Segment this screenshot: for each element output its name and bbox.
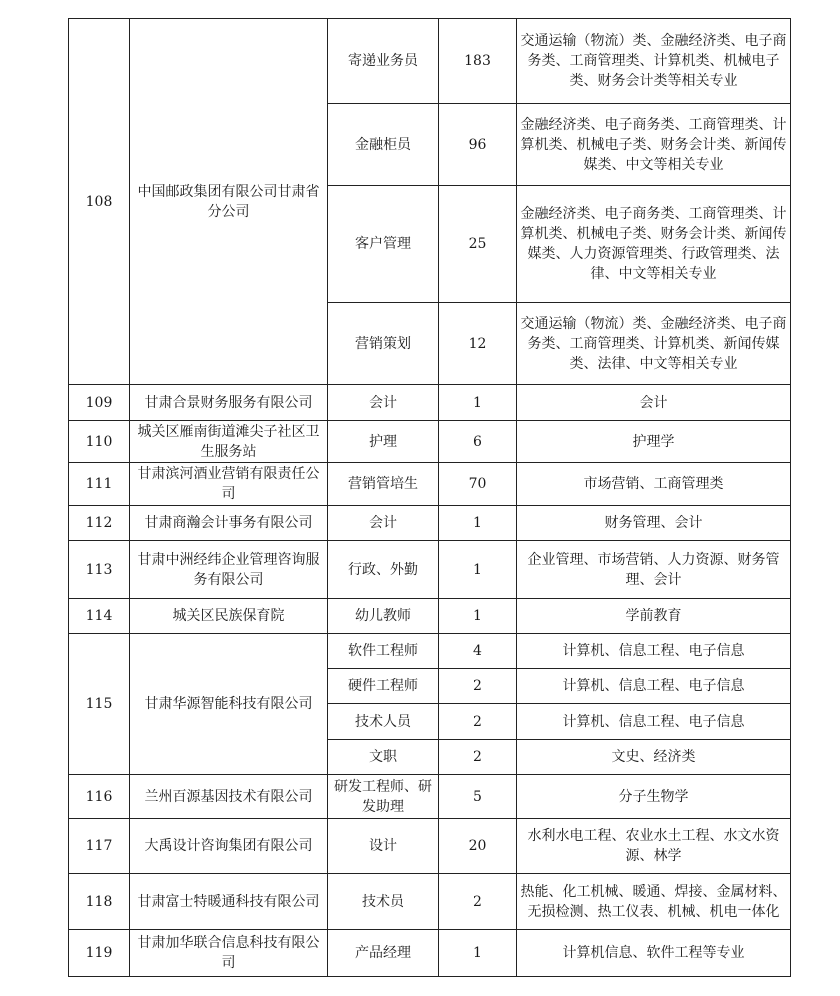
headcount-cell-text: 6	[473, 433, 482, 450]
major-requirement-cell-text: 计算机信息、软件工程等专业	[562, 945, 745, 961]
company-name-cell-text: 甘肃商瀚会计事务有限公司	[144, 515, 313, 531]
position-cell	[328, 704, 439, 740]
major-requirement-cell-text: 计算机、信息工程、电子信息	[562, 713, 745, 730]
major-requirement-cell-text: 会计	[639, 394, 668, 411]
position-cell	[328, 186, 439, 303]
company-name-cell-text: 甘肃富士特暖通科技有限公司	[137, 893, 320, 910]
major-requirement-cell	[517, 819, 791, 874]
position-cell-text: 技术员	[362, 893, 404, 910]
major-requirement-cell-text: 文史、经济类	[611, 749, 696, 765]
row-number-cell-text: 115	[85, 696, 113, 712]
position-cell-text: 护理	[369, 433, 397, 450]
headcount-cell	[439, 704, 517, 740]
major-requirement-cell-text: 金融经济类、电子商务类、工商管理类、计算机类、机械电子类、财务会计类、新闻传媒类、中文等相关专业	[520, 116, 787, 173]
headcount-cell-text: 12	[468, 335, 487, 352]
position-cell-text: 研发工程师、研发助理	[334, 778, 432, 815]
company-name-cell	[130, 19, 328, 385]
row-number-cell-text: 110	[85, 433, 113, 450]
headcount-cell-text: 4	[473, 643, 482, 659]
position-cell-text: 寄递业务员	[348, 53, 418, 69]
row-number-cell-text: 116	[85, 788, 113, 805]
major-requirement-cell-text: 水利水电工程、农业水土工程、水文水资源、林学	[527, 828, 780, 864]
position-cell	[328, 104, 439, 186]
major-requirement-cell	[517, 874, 791, 930]
position-cell	[328, 541, 439, 599]
major-requirement-cell-text: 热能、化工机械、暖通、焊接、金属材料、无损检测、热工仪表、机械、机电一体化	[520, 883, 787, 920]
headcount-cell	[439, 541, 517, 599]
headcount-cell-text: 2	[473, 678, 482, 694]
position-cell-text: 文职	[369, 749, 397, 765]
table-row	[69, 541, 791, 599]
major-requirement-cell	[517, 385, 791, 421]
position-cell	[328, 303, 439, 385]
position-cell	[328, 775, 439, 819]
table-row	[69, 775, 791, 819]
table-row	[69, 930, 791, 977]
position-cell	[328, 421, 439, 463]
position-cell-text: 金融柜员	[355, 136, 411, 153]
row-number-cell	[69, 819, 130, 874]
major-requirement-cell	[517, 506, 791, 541]
headcount-cell	[439, 104, 517, 186]
major-requirement-cell	[517, 421, 791, 463]
row-number-cell	[69, 775, 130, 819]
position-cell-text: 会计	[369, 394, 397, 411]
company-name-cell-text: 大禹设计咨询集团有限公司	[144, 838, 313, 854]
headcount-cell	[439, 303, 517, 385]
company-name-cell-text: 甘肃滨河酒业营销有限责任公司	[137, 466, 320, 502]
company-name-cell-text: 城关区雁南街道滩尖子社区卫生服务站	[137, 423, 320, 460]
major-requirement-cell	[517, 775, 791, 819]
major-requirement-cell	[517, 599, 791, 634]
major-requirement-cell-text: 交通运输（物流）类、金融经济类、电子商务类、工商管理类、计算机类、机械电子类、财务会计类等相关专业	[520, 33, 787, 89]
company-name-cell-text: 中国邮政集团有限公司甘肃省分公司	[137, 183, 320, 220]
headcount-cell	[439, 385, 517, 421]
headcount-cell-text: 1	[473, 515, 482, 531]
position-cell	[328, 599, 439, 634]
table-row	[69, 599, 791, 634]
row-number-cell	[69, 874, 130, 930]
headcount-cell	[439, 599, 517, 634]
headcount-cell-text: 5	[473, 788, 482, 805]
headcount-cell	[439, 634, 517, 669]
major-requirement-cell	[517, 303, 791, 385]
headcount-cell	[439, 930, 517, 977]
row-number-cell	[69, 541, 130, 599]
headcount-cell	[439, 186, 517, 303]
major-requirement-cell	[517, 19, 791, 104]
position-cell	[328, 874, 439, 930]
headcount-cell	[439, 740, 517, 775]
company-name-cell-text: 甘肃加华联合信息科技有限公司	[137, 935, 320, 971]
company-name-cell	[130, 634, 328, 775]
company-name-cell	[130, 930, 328, 977]
position-cell	[328, 930, 439, 977]
row-number-cell-text: 112	[85, 515, 113, 531]
position-cell	[328, 819, 439, 874]
major-requirement-cell-text: 财务管理、会计	[604, 515, 703, 531]
company-name-cell	[130, 541, 328, 599]
headcount-cell-text: 96	[468, 136, 487, 153]
row-number-cell	[69, 634, 130, 775]
company-name-cell	[130, 874, 328, 930]
major-requirement-cell	[517, 186, 791, 303]
headcount-cell-text: 70	[468, 476, 487, 492]
company-name-cell-text: 甘肃中洲经纬企业管理咨询服务有限公司	[137, 551, 320, 588]
company-name-cell-text: 城关区民族保育院	[172, 608, 285, 624]
major-requirement-cell	[517, 740, 791, 775]
position-cell-text: 营销管培生	[348, 476, 418, 492]
row-number-cell-text: 111	[85, 476, 113, 492]
major-requirement-cell-text: 企业管理、市场营销、人力资源、财务管理、会计	[527, 551, 780, 588]
major-requirement-cell-text: 计算机、信息工程、电子信息	[562, 643, 745, 659]
row-number-cell	[69, 463, 130, 506]
table-row	[69, 19, 791, 104]
headcount-cell-text: 1	[473, 608, 482, 624]
position-cell-text: 软件工程师	[348, 643, 418, 659]
position-cell	[328, 506, 439, 541]
position-cell	[328, 385, 439, 421]
major-requirement-cell	[517, 704, 791, 740]
major-requirement-cell	[517, 463, 791, 506]
row-number-cell-text: 108	[85, 193, 113, 210]
headcount-cell	[439, 506, 517, 541]
major-requirement-cell-text: 学前教育	[625, 608, 682, 624]
row-number-cell-text: 109	[85, 394, 113, 411]
company-name-cell	[130, 506, 328, 541]
major-requirement-cell	[517, 669, 791, 704]
major-requirement-cell	[517, 930, 791, 977]
row-number-cell-text: 118	[85, 893, 113, 910]
headcount-cell	[439, 819, 517, 874]
headcount-cell	[439, 19, 517, 104]
major-requirement-cell-text: 护理学	[632, 433, 675, 450]
company-name-cell-text: 甘肃华源智能科技有限公司	[144, 696, 313, 712]
row-number-cell-text: 114	[85, 608, 113, 624]
headcount-cell-text: 1	[473, 945, 482, 961]
position-cell-text: 营销策划	[355, 335, 411, 352]
position-cell	[328, 669, 439, 704]
position-cell-text: 客户管理	[355, 236, 411, 252]
row-number-cell-text: 113	[85, 561, 113, 578]
row-number-cell-text: 117	[85, 838, 113, 854]
headcount-cell	[439, 421, 517, 463]
headcount-cell-text: 20	[468, 838, 487, 854]
company-name-cell	[130, 775, 328, 819]
table-row	[69, 463, 791, 506]
position-cell-text: 行政、外勤	[348, 561, 418, 578]
company-name-cell-text: 兰州百源基因技术有限公司	[144, 788, 313, 805]
headcount-cell-text: 1	[473, 394, 482, 411]
position-cell	[328, 463, 439, 506]
headcount-cell-text: 2	[473, 749, 482, 765]
major-requirement-cell-text: 计算机、信息工程、电子信息	[562, 678, 745, 694]
position-cell-text: 幼儿教师	[355, 608, 411, 624]
headcount-cell-text: 25	[468, 236, 487, 252]
headcount-cell	[439, 775, 517, 819]
position-cell-text: 技术人员	[355, 713, 411, 730]
major-requirement-cell-text: 分子生物学	[618, 788, 689, 805]
position-cell-text: 产品经理	[355, 945, 411, 961]
headcount-cell	[439, 874, 517, 930]
row-number-cell	[69, 599, 130, 634]
major-requirement-cell	[517, 541, 791, 599]
position-cell-text: 硬件工程师	[348, 678, 418, 694]
major-requirement-cell-text: 金融经济类、电子商务类、工商管理类、计算机类、机械电子类、财务会计类、新闻传媒类、人力资源管理类、行政管理类、法律、中文等相关专业	[520, 206, 787, 282]
table-row	[69, 385, 791, 421]
headcount-cell-text: 2	[473, 893, 482, 910]
row-number-cell-text: 119	[85, 945, 113, 961]
headcount-cell-text: 1	[473, 561, 482, 578]
headcount-cell-text: 183	[464, 53, 491, 69]
company-name-cell	[130, 463, 328, 506]
major-requirement-cell	[517, 634, 791, 669]
table-row	[69, 421, 791, 463]
recruitment-table-body	[69, 19, 791, 977]
row-number-cell	[69, 421, 130, 463]
row-number-cell	[69, 385, 130, 421]
major-requirement-cell	[517, 104, 791, 186]
table-row	[69, 506, 791, 541]
row-number-cell	[69, 506, 130, 541]
position-cell-text: 会计	[369, 515, 397, 531]
company-name-cell-text: 甘肃合景财务服务有限公司	[144, 394, 313, 411]
company-name-cell	[130, 599, 328, 634]
major-requirement-cell-text: 市场营销、工商管理类	[583, 476, 724, 492]
position-cell	[328, 634, 439, 669]
company-name-cell	[130, 385, 328, 421]
company-name-cell	[130, 819, 328, 874]
position-cell-text: 设计	[369, 838, 397, 854]
row-number-cell	[69, 19, 130, 385]
position-cell	[328, 19, 439, 104]
recruitment-table	[68, 18, 791, 977]
table-row	[69, 634, 791, 669]
position-cell	[328, 740, 439, 775]
table-row	[69, 874, 791, 930]
headcount-cell	[439, 463, 517, 506]
row-number-cell	[69, 930, 130, 977]
major-requirement-cell-text: 交通运输（物流）类、金融经济类、电子商务类、工商管理类、计算机类、新闻传媒类、法律、中文等相关专业	[520, 315, 787, 372]
table-row	[69, 819, 791, 874]
company-name-cell	[130, 421, 328, 463]
headcount-cell-text: 2	[473, 713, 482, 730]
headcount-cell	[439, 669, 517, 704]
